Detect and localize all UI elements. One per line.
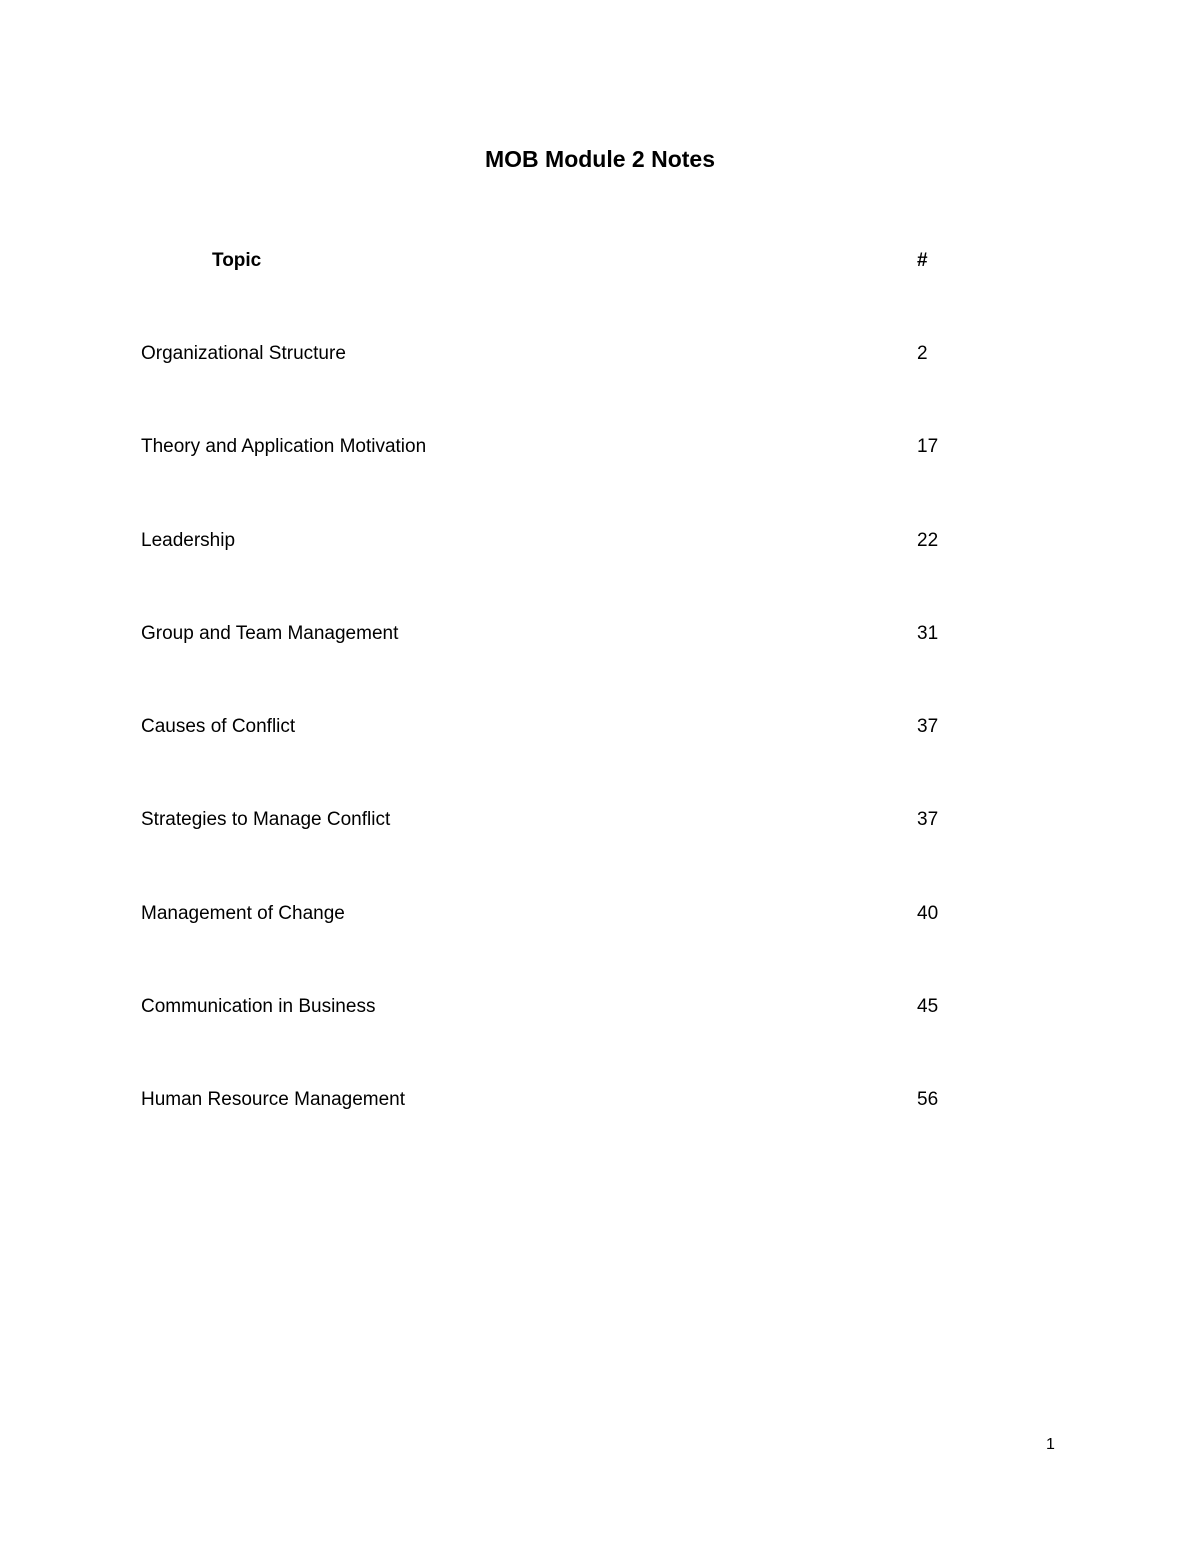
toc-topic: Group and Team Management bbox=[141, 622, 399, 644]
toc-row bbox=[0, 619, 1200, 712]
toc-page-number: 45 bbox=[917, 996, 939, 1018]
toc-row bbox=[0, 805, 1200, 898]
toc-page-number: 56 bbox=[917, 1089, 939, 1111]
toc-list bbox=[0, 339, 1200, 1179]
toc-topic: Human Resource Management bbox=[141, 1089, 406, 1111]
toc-topic: Causes of Conflict bbox=[141, 716, 296, 738]
toc-page-number: 31 bbox=[917, 622, 939, 644]
toc-row bbox=[0, 899, 1200, 992]
toc-topic: Strategies to Manage Conflict bbox=[141, 809, 391, 831]
page-title: MOB Module 2 Notes bbox=[484, 146, 715, 172]
toc-row bbox=[0, 1085, 1200, 1178]
toc-topic: Leadership bbox=[141, 529, 236, 551]
toc-page-number: 37 bbox=[917, 716, 939, 738]
toc-topic: Theory and Application Motivation bbox=[141, 436, 427, 458]
toc-row bbox=[0, 526, 1200, 619]
toc-header-number: # bbox=[917, 250, 928, 271]
toc-row bbox=[0, 339, 1200, 432]
toc-page-number: 40 bbox=[917, 902, 939, 924]
page-number: 1 bbox=[1046, 1436, 1055, 1453]
toc-row bbox=[0, 712, 1200, 805]
toc-page-number: 2 bbox=[917, 343, 928, 364]
toc-topic: Organizational Structure bbox=[141, 343, 346, 364]
toc-row bbox=[0, 992, 1200, 1085]
toc-page-number: 37 bbox=[917, 809, 939, 831]
toc-page-number: 17 bbox=[917, 436, 939, 458]
toc-topic: Management of Change bbox=[141, 902, 345, 924]
toc-topic: Communication in Business bbox=[141, 996, 376, 1018]
toc-page-number: 22 bbox=[917, 529, 939, 551]
toc-row bbox=[0, 432, 1200, 525]
toc-header bbox=[0, 246, 1200, 276]
toc-header-topic: Topic bbox=[212, 250, 262, 271]
